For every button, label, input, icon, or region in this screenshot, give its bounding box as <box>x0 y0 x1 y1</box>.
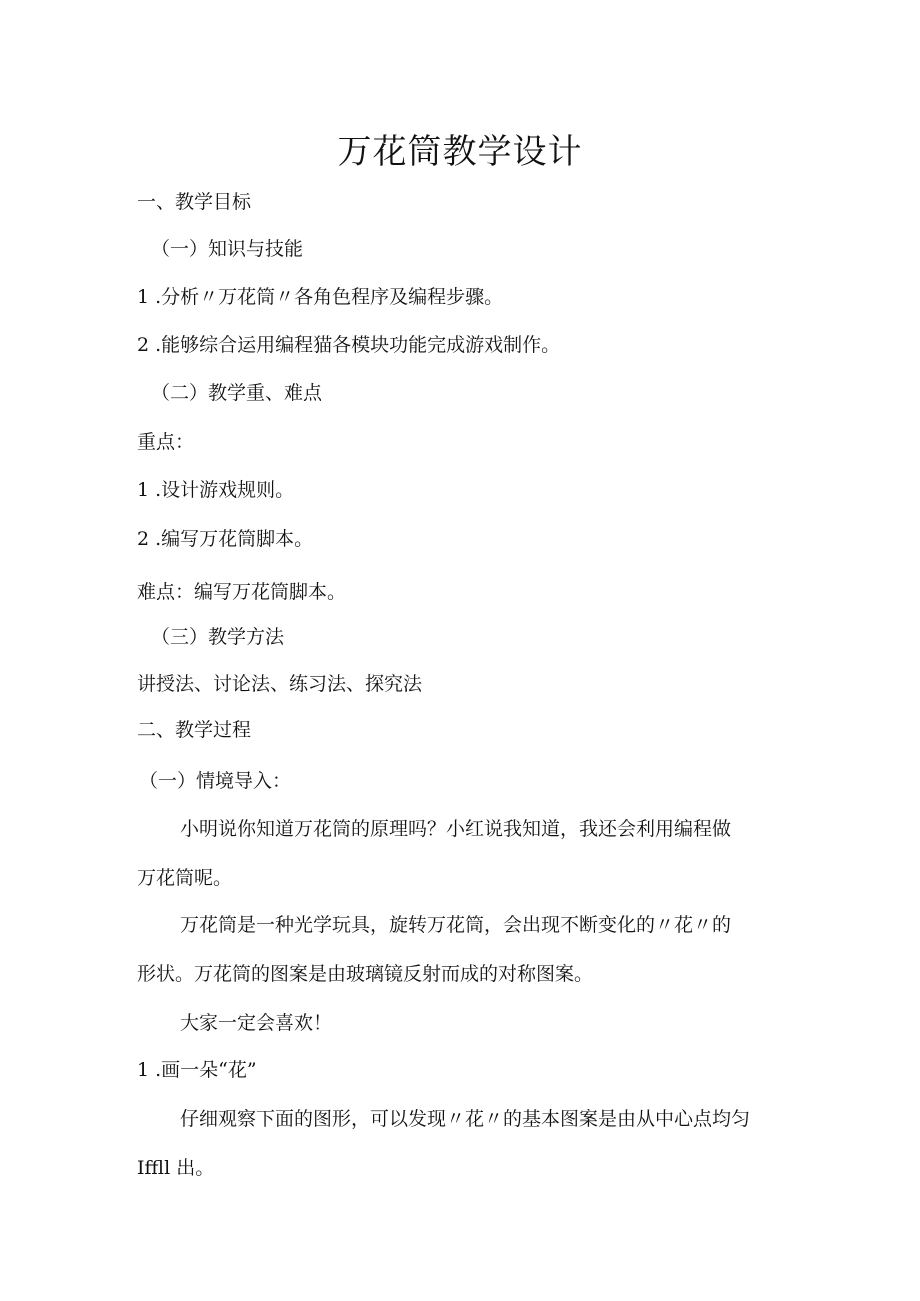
paragraph-difficulty: 难点：编写万花筒脚本。 <box>137 581 347 603</box>
section-heading-process: 二、教学过程 <box>137 719 252 741</box>
paragraph-draw-flower: 1 .画一朵“花” <box>137 1059 257 1081</box>
paragraph-kaleidoscope-line-1: 万花筒是一种光学玩具，旋转万花筒，会出现不断变化的〃花〃的 <box>180 914 732 936</box>
paragraph-key-point-1: 1 .设计游戏规则。 <box>137 479 295 501</box>
paragraph-intro-line-1: 小明说你知道万花筒的原理吗？小红说我知道，我还会利用编程做 <box>180 818 732 840</box>
paragraph-intro-line-2: 万花筒呢。 <box>137 867 233 889</box>
document-title: 万花筒教学设计 <box>337 132 583 172</box>
paragraph-observe-line-2: Iffll 出。 <box>137 1157 215 1179</box>
section-heading-objectives: 一、教学目标 <box>137 191 252 213</box>
subsection-heading-methods: （三）教学方法 <box>151 626 285 648</box>
subsection-heading-key-points: （二）教学重、难点 <box>151 382 323 404</box>
subsection-heading-introduction: （一）情境导入： <box>139 770 292 792</box>
paragraph-everyone-likes: 大家一定会喜欢！ <box>180 1012 333 1034</box>
paragraph-kaleidoscope-line-2: 形状。万花筒的图案是由玻璃镜反射而成的对称图案。 <box>137 963 594 985</box>
paragraph-objective-2: 2 .能够综合运用编程猫各模块功能完成游戏制作。 <box>137 334 561 356</box>
paragraph-observe-line-1: 仔细观察下面的图形，可以发现〃花〃的基本图案是由从中心点均匀 <box>180 1108 751 1130</box>
paragraph-objective-1: 1 .分析〃万花筒〃各角色程序及编程步骤。 <box>137 286 504 308</box>
subsection-heading-knowledge-skills: （一）知识与技能 <box>151 238 304 260</box>
paragraph-key-label: 重点： <box>137 431 195 453</box>
paragraph-methods: 讲授法、讨论法、练习法、探究法 <box>137 673 423 695</box>
paragraph-key-point-2: 2 .编写万花筒脚本。 <box>137 528 314 550</box>
